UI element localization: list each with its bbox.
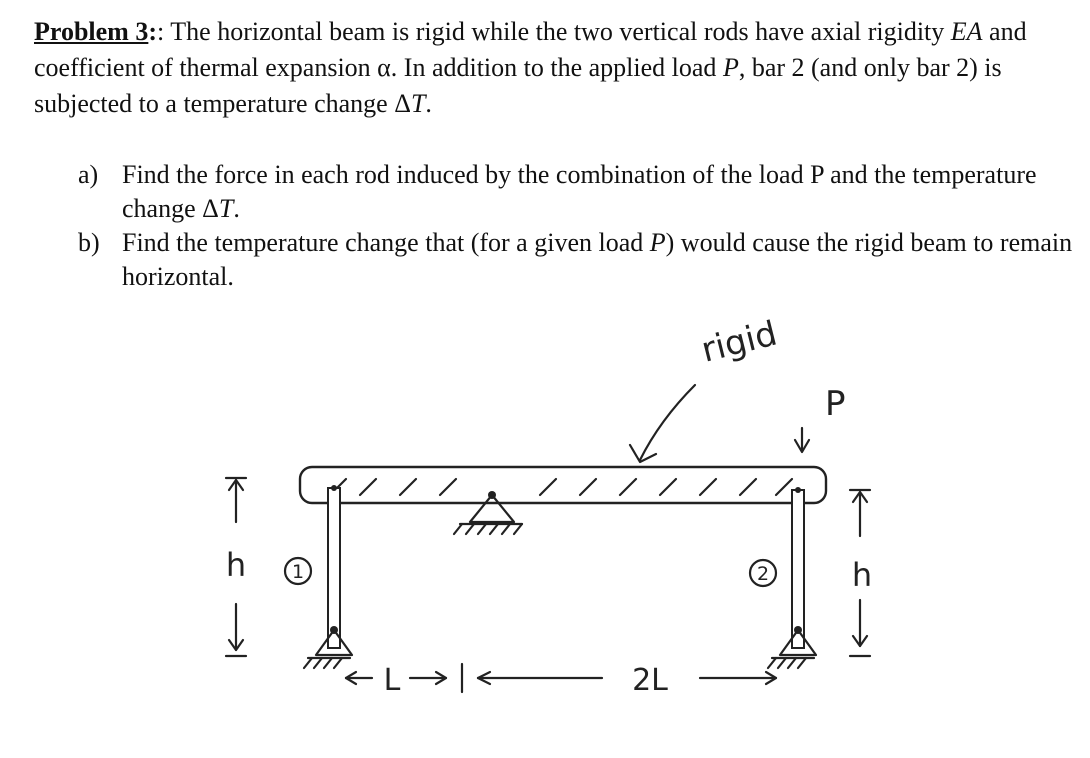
span-label-l: L — [383, 663, 401, 698]
question-a-label: a) — [78, 160, 99, 189]
question-b-text: Find the temperature change that (for a given load P) would cause the rigid beam to remain horizontal. — [122, 228, 1073, 291]
rod-1-label — [285, 558, 311, 584]
svg-text:2: 2 — [756, 563, 770, 585]
beam-diagram — [0, 290, 1090, 758]
svg-text:1: 1 — [291, 561, 305, 583]
rod-1 — [304, 485, 352, 668]
statement-symbol-t: T — [410, 89, 426, 118]
rigid-label: rigid — [697, 313, 781, 371]
question-list — [78, 158, 1078, 294]
statement-symbol-ea: EA — [950, 17, 983, 46]
question-a-text: Find the force in each rod induced by the combination of the load P and the temperature change ΔT. — [122, 160, 1037, 223]
rigid-beam — [300, 467, 826, 503]
statement-text-3: , bar 2 (and only bar 2) is subjected to a temperature change Δ — [34, 53, 1002, 118]
question-b-label: b) — [78, 228, 100, 257]
rigid-pointer-arrow — [630, 385, 695, 462]
statement-symbol-p: P — [722, 53, 739, 82]
load-arrow — [795, 428, 809, 452]
rod-2-label — [750, 560, 776, 586]
problem-title: Problem 3 — [34, 17, 149, 46]
load-label: P — [825, 384, 846, 424]
height-label-right: h — [851, 556, 873, 594]
statement-text-2: and coefficient of thermal expansion α. In addition to the applied load — [34, 17, 1027, 82]
span-label-2l: 2L — [632, 663, 668, 698]
question-b — [78, 226, 1078, 294]
height-label-left: h — [225, 546, 247, 584]
problem-statement — [34, 14, 1074, 122]
question-a — [78, 158, 1078, 226]
span-dimension — [346, 664, 776, 692]
problem-title-colon: : — [148, 17, 158, 46]
statement-text-4: . — [425, 89, 432, 118]
statement-text-1: : The horizontal beam is rigid while the two vertical rods have axial rigidity — [157, 17, 951, 46]
